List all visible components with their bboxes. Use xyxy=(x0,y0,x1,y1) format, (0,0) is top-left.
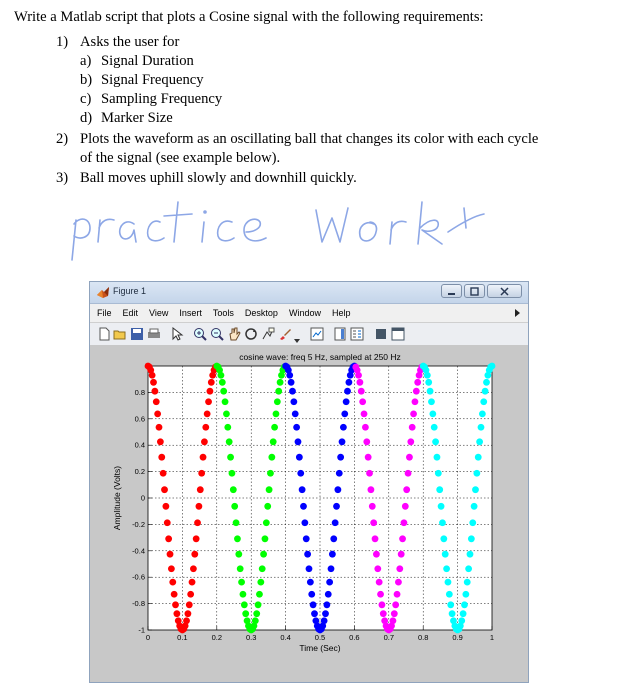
data-point xyxy=(205,398,212,405)
data-point xyxy=(339,438,346,445)
data-point xyxy=(191,551,198,558)
data-point xyxy=(344,388,351,395)
data-point xyxy=(204,410,211,417)
data-point xyxy=(160,470,167,477)
x-axis-label: Time (Sec) xyxy=(299,643,341,653)
data-point xyxy=(435,470,442,477)
data-point xyxy=(399,535,406,542)
x-tick-label: 0.7 xyxy=(383,633,395,642)
data-point xyxy=(443,565,450,572)
menu-edit[interactable]: Edit xyxy=(122,308,139,318)
brush-dropdown-icon[interactable] xyxy=(294,331,300,337)
item-2-text-line2: of the signal (see example below). xyxy=(80,150,281,166)
data-point xyxy=(410,410,417,417)
data-point xyxy=(413,388,420,395)
data-point xyxy=(355,372,362,379)
data-point xyxy=(391,610,398,617)
item-1-text: Asks the user for xyxy=(80,34,180,50)
data-point xyxy=(340,424,347,431)
y-tick-label: 0.4 xyxy=(134,440,145,450)
data-point xyxy=(295,438,302,445)
data-point xyxy=(202,424,209,431)
data-point xyxy=(260,551,267,558)
data-point xyxy=(478,424,485,431)
data-point xyxy=(196,503,203,510)
data-point xyxy=(256,591,263,598)
data-point xyxy=(442,551,449,558)
data-point xyxy=(425,379,432,386)
data-point xyxy=(311,610,318,617)
data-point xyxy=(290,398,297,405)
data-point xyxy=(427,388,434,395)
data-point xyxy=(376,579,383,586)
data-point xyxy=(363,438,370,445)
matlab-logo-icon xyxy=(96,286,110,299)
data-point xyxy=(267,470,274,477)
y-tick-label: 0.8 xyxy=(134,387,145,397)
data-point xyxy=(219,379,226,386)
data-point xyxy=(259,565,266,572)
menu-bar xyxy=(90,304,528,323)
data-point xyxy=(233,519,240,526)
data-point xyxy=(438,503,445,510)
data-point xyxy=(307,579,314,586)
data-point xyxy=(337,454,344,461)
data-point xyxy=(306,565,313,572)
data-point xyxy=(169,579,176,586)
data-point xyxy=(398,551,405,558)
print-icon[interactable] xyxy=(147,327,161,341)
minimize-button[interactable] xyxy=(441,284,462,298)
y-tick-label: -1 xyxy=(138,625,145,635)
data-point xyxy=(469,519,476,526)
x-tick-label: 1 xyxy=(489,633,495,642)
data-point xyxy=(238,579,245,586)
close-button[interactable] xyxy=(487,284,522,298)
y-tick-label: -0.2 xyxy=(132,519,145,529)
x-tick-label: 0 xyxy=(145,633,151,642)
data-point xyxy=(341,410,348,417)
data-point xyxy=(368,486,375,493)
data-point xyxy=(292,410,299,417)
data-point xyxy=(440,535,447,542)
data-point xyxy=(362,424,369,431)
data-point xyxy=(412,398,419,405)
data-point xyxy=(231,503,238,510)
menu-tools[interactable]: Tools xyxy=(212,308,234,318)
data-point xyxy=(171,591,178,598)
data-point xyxy=(379,601,386,608)
data-point xyxy=(189,579,196,586)
menu-file[interactable]: File xyxy=(97,308,112,318)
rotate-3d-icon[interactable] xyxy=(244,327,258,341)
data-point xyxy=(207,388,214,395)
data-point xyxy=(293,424,300,431)
data-point xyxy=(366,470,373,477)
data-point xyxy=(489,363,496,370)
data-point xyxy=(439,519,446,526)
chart-title: cosine wave: freq 5 Hz, sampled at 250 Hz xyxy=(239,352,401,362)
data-point xyxy=(277,379,284,386)
data-point xyxy=(336,470,343,477)
cosine-scatter-chart[interactable] xyxy=(90,346,528,682)
data-point xyxy=(473,470,480,477)
data-point xyxy=(328,565,335,572)
figure-title: Figure 1 xyxy=(113,286,147,296)
data-point xyxy=(288,379,295,386)
data-point xyxy=(185,610,192,617)
data-point xyxy=(154,410,161,417)
data-point xyxy=(359,398,366,405)
data-point xyxy=(187,591,194,598)
data-point xyxy=(297,470,304,477)
data-point xyxy=(262,535,269,542)
data-point xyxy=(274,398,281,405)
y-tick-label: -0.4 xyxy=(132,546,145,556)
data-point xyxy=(264,503,271,510)
data-point xyxy=(157,438,164,445)
data-point xyxy=(407,438,414,445)
data-point xyxy=(296,454,303,461)
item-1-number: 1) xyxy=(56,34,69,50)
y-tick-label: -0.8 xyxy=(132,599,145,609)
data-point xyxy=(237,565,244,572)
data-point xyxy=(458,617,465,624)
data-point xyxy=(372,535,379,542)
data-point xyxy=(183,617,190,624)
hide-plot-tools-icon[interactable] xyxy=(374,327,388,341)
y-tick-label: 0.2 xyxy=(134,467,145,477)
data-point xyxy=(226,438,233,445)
data-point xyxy=(201,438,208,445)
data-point xyxy=(325,591,332,598)
data-point xyxy=(223,410,230,417)
data-point xyxy=(303,535,310,542)
data-point xyxy=(345,379,352,386)
data-point xyxy=(235,551,242,558)
data-point xyxy=(429,410,436,417)
data-point xyxy=(275,388,282,395)
data-point xyxy=(472,486,479,493)
data-point xyxy=(475,454,482,461)
data-point xyxy=(263,519,270,526)
data-point xyxy=(424,372,431,379)
data-point xyxy=(186,601,193,608)
y-tick-label: 0 xyxy=(140,493,145,503)
data-point xyxy=(149,372,156,379)
maximize-icon xyxy=(470,287,479,296)
x-tick-label: 0.1 xyxy=(177,633,188,642)
data-point xyxy=(329,551,336,558)
x-tick-label: 0.5 xyxy=(314,633,326,642)
subitem-c-letter: c) xyxy=(80,91,92,107)
data-point xyxy=(229,470,236,477)
data-point xyxy=(436,486,443,493)
data-point xyxy=(197,486,204,493)
data-point xyxy=(301,519,308,526)
new-figure-icon[interactable] xyxy=(97,327,111,341)
data-point xyxy=(446,591,453,598)
data-point xyxy=(403,486,410,493)
data-point xyxy=(392,601,399,608)
data-point xyxy=(365,454,372,461)
chevron-down-icon xyxy=(294,338,300,344)
data-point xyxy=(361,410,368,417)
zoom-out-icon[interactable] xyxy=(210,327,224,341)
data-point xyxy=(220,388,227,395)
data-point xyxy=(241,601,248,608)
brush-icon[interactable] xyxy=(278,327,292,341)
data-point xyxy=(390,617,397,624)
legend-icon[interactable] xyxy=(350,327,364,341)
data-point xyxy=(370,519,377,526)
data-point xyxy=(373,551,380,558)
data-point xyxy=(343,398,350,405)
y-axis-label: Amplitude (Volts) xyxy=(112,465,122,531)
data-point xyxy=(405,470,412,477)
data-point xyxy=(431,424,438,431)
data-point xyxy=(310,601,317,608)
data-point xyxy=(227,454,234,461)
data-point xyxy=(369,503,376,510)
data-point xyxy=(167,551,174,558)
data-point xyxy=(483,379,490,386)
menu-desktop[interactable]: Desktop xyxy=(244,308,278,318)
data-point xyxy=(479,410,486,417)
data-point xyxy=(190,565,197,572)
x-tick-label: 0.9 xyxy=(452,633,463,642)
edit-plot-icon[interactable] xyxy=(170,327,184,341)
data-point xyxy=(395,579,402,586)
data-point xyxy=(461,601,468,608)
data-cursor-icon[interactable] xyxy=(261,327,275,341)
data-point xyxy=(158,454,165,461)
data-point xyxy=(300,503,307,510)
colorbar-icon[interactable] xyxy=(333,327,347,341)
save-icon[interactable] xyxy=(130,327,144,341)
menu-overflow-arrow-icon[interactable] xyxy=(515,309,520,317)
data-point xyxy=(240,591,247,598)
data-point xyxy=(401,519,408,526)
data-point xyxy=(471,503,478,510)
data-point xyxy=(273,410,280,417)
data-point xyxy=(255,601,262,608)
data-point xyxy=(308,591,315,598)
data-point xyxy=(434,454,441,461)
question-intro: Write a Matlab script that plots a Cosine signal with the following requirements: xyxy=(14,9,484,25)
y-tick-label: 0.6 xyxy=(134,414,145,424)
minimize-icon xyxy=(447,287,456,296)
figure-toolbar xyxy=(90,323,528,346)
x-tick-label: 0.8 xyxy=(417,633,429,642)
pan-icon[interactable] xyxy=(227,327,241,341)
data-point xyxy=(467,551,474,558)
plot-canvas xyxy=(90,346,528,682)
y-tick-label: -0.6 xyxy=(132,572,145,582)
data-point xyxy=(396,565,403,572)
data-point xyxy=(165,535,172,542)
window-controls xyxy=(441,284,522,300)
subitem-c-text: Sampling Frequency xyxy=(101,91,223,107)
data-point xyxy=(480,398,487,405)
data-point xyxy=(449,610,456,617)
data-point xyxy=(482,388,489,395)
data-point xyxy=(377,591,384,598)
data-point xyxy=(332,519,339,526)
data-point xyxy=(406,454,413,461)
data-point xyxy=(286,372,293,379)
data-point xyxy=(322,610,329,617)
x-tick-label: 0.3 xyxy=(245,633,257,642)
data-point xyxy=(150,379,157,386)
data-point xyxy=(242,610,249,617)
data-point xyxy=(224,424,231,431)
matlab-figure-window xyxy=(89,281,529,683)
data-point xyxy=(447,601,454,608)
data-point xyxy=(414,379,421,386)
data-point xyxy=(304,551,311,558)
data-point xyxy=(252,617,259,624)
data-point xyxy=(153,398,160,405)
data-point xyxy=(460,610,467,617)
data-point xyxy=(299,486,306,493)
data-point xyxy=(198,470,205,477)
data-point xyxy=(270,438,277,445)
data-point xyxy=(380,610,387,617)
data-point xyxy=(357,379,364,386)
open-file-icon[interactable] xyxy=(113,327,127,341)
data-point xyxy=(323,601,330,608)
subitem-d-text: Marker Size xyxy=(101,110,173,126)
data-point xyxy=(234,535,241,542)
data-point xyxy=(432,438,439,445)
data-point xyxy=(465,565,472,572)
handwritten-note-practice-work xyxy=(68,198,588,268)
data-point xyxy=(333,503,340,510)
data-point xyxy=(164,519,171,526)
data-point xyxy=(257,579,264,586)
data-point xyxy=(222,398,229,405)
data-point xyxy=(468,535,475,542)
subitem-a-letter: a) xyxy=(80,53,92,69)
data-point xyxy=(172,601,179,608)
data-point xyxy=(168,565,175,572)
link-plot-icon[interactable] xyxy=(310,327,324,341)
data-point xyxy=(289,388,296,395)
maximize-button[interactable] xyxy=(464,284,485,298)
figure-titlebar[interactable] xyxy=(90,282,528,304)
data-point xyxy=(409,424,416,431)
subitem-d-letter: d) xyxy=(80,110,93,126)
data-point xyxy=(428,398,435,405)
subitem-a-text: Signal Duration xyxy=(101,53,194,69)
item-2-text-line1: Plots the waveform as an oscillating ball that changes its color with each cycle xyxy=(80,131,539,147)
data-point xyxy=(334,486,341,493)
data-point xyxy=(358,388,365,395)
data-point xyxy=(462,591,469,598)
data-point xyxy=(218,372,225,379)
data-point xyxy=(208,379,215,386)
x-tick-label: 0.2 xyxy=(211,633,223,642)
data-point xyxy=(464,579,471,586)
menu-window[interactable]: Window xyxy=(288,308,321,318)
data-point xyxy=(253,610,260,617)
data-point xyxy=(162,503,169,510)
data-point xyxy=(194,519,201,526)
data-point xyxy=(200,454,207,461)
item-2-number: 2) xyxy=(56,131,69,147)
data-point xyxy=(402,503,409,510)
zoom-in-icon[interactable] xyxy=(193,327,207,341)
close-icon xyxy=(500,287,509,296)
show-plot-tools-icon[interactable] xyxy=(391,327,405,341)
menu-help[interactable]: Help xyxy=(331,308,351,318)
x-tick-label: 0.4 xyxy=(280,633,291,642)
subitem-b-letter: b) xyxy=(80,72,93,88)
data-point xyxy=(271,424,278,431)
data-point xyxy=(326,579,333,586)
data-point xyxy=(445,579,452,586)
data-point xyxy=(321,617,328,624)
data-point xyxy=(330,535,337,542)
data-point xyxy=(394,591,401,598)
x-tick-label: 0.6 xyxy=(349,633,360,642)
menu-insert[interactable]: Insert xyxy=(179,308,202,318)
data-point xyxy=(268,454,275,461)
data-point xyxy=(266,486,273,493)
data-point xyxy=(230,486,237,493)
data-point xyxy=(193,535,200,542)
item-3-text: Ball moves uphill slowly and downhill quickly. xyxy=(80,170,357,186)
data-point xyxy=(156,424,163,431)
item-3-number: 3) xyxy=(56,170,69,186)
data-point xyxy=(161,486,168,493)
subitem-b-text: Signal Frequency xyxy=(101,72,204,88)
menu-view[interactable]: View xyxy=(149,308,169,318)
data-point xyxy=(173,610,180,617)
data-point xyxy=(151,388,158,395)
data-point xyxy=(374,565,381,572)
data-point xyxy=(476,438,483,445)
